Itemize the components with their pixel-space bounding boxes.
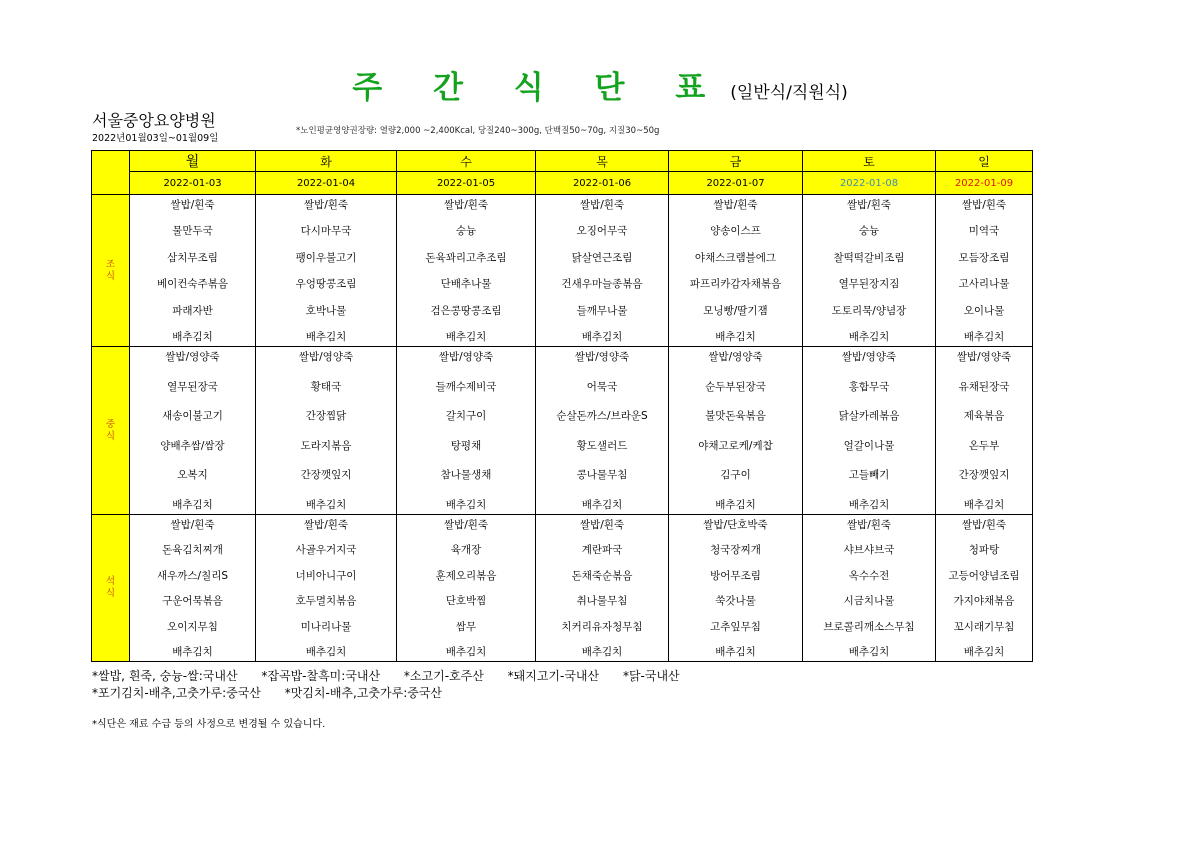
dish-item: 콩나물무침 (576, 469, 628, 482)
dish-item: 홍합무국 (848, 380, 890, 393)
menu-cell (536, 347, 669, 515)
dish-item: 쌀밥/영양죽 (956, 351, 1012, 363)
origin-note: *닭-국내산 (622, 669, 680, 683)
dish-item: 배추김치 (581, 498, 623, 511)
dish-item: 배추김치 (172, 330, 213, 343)
menu-period: 2022년01월03일~01월09일 (92, 133, 219, 144)
day-header-wed: 수 (397, 151, 536, 172)
dish-item: 쌀밥/흰죽 (303, 519, 349, 531)
dish-item: 배추김치 (445, 645, 487, 658)
dish-item: 온두부 (968, 439, 1000, 452)
dish-item: 쌀밥/흰죽 (443, 199, 489, 211)
dish-item: 배추김치 (848, 330, 890, 343)
menu-cell (397, 195, 536, 347)
hospital-name: 서울중앙요양병원 (92, 111, 216, 130)
dish-item: 오이지무침 (167, 620, 218, 633)
dish-item: 쌀밥/흰죽 (846, 199, 892, 211)
date-mon: 2022-01-03 (130, 172, 256, 195)
menu-cell (130, 347, 256, 515)
dish-item: 쑥갓나물 (715, 595, 756, 608)
dish-item: 고사리나물 (958, 278, 1010, 291)
dish-item: 쌀밥/영양죽 (438, 351, 494, 363)
dish-item: 쌀밥/흰죽 (443, 519, 489, 531)
dish-item: 고등어양념조림 (948, 569, 1020, 582)
dish-item: 브로콜리깨소스무침 (823, 620, 915, 633)
dish-item: 배추김치 (305, 498, 347, 511)
dish-item: 취나물무침 (576, 595, 628, 608)
dish-item: 숭늉 (455, 225, 477, 238)
dish-item: 옥수수전 (848, 569, 890, 582)
dish-item: 간장찜닭 (305, 410, 347, 423)
dish-item: 양송이스프 (710, 225, 761, 238)
dish-item: 순두부된장국 (705, 380, 766, 393)
menu-cell (256, 515, 397, 662)
dish-item: 배추김치 (963, 645, 1005, 658)
dish-item: 쌀밥/흰죽 (303, 199, 349, 211)
dish-item: 쌈무 (455, 620, 477, 633)
day-header-fri: 금 (669, 151, 803, 172)
dish-item: 오복지 (177, 469, 208, 482)
dish-item: 가지야채볶음 (953, 595, 1015, 608)
dish-item: 갈치구이 (445, 410, 487, 423)
dish-item: 고추잎무침 (710, 620, 761, 633)
menu-cell (397, 515, 536, 662)
dish-item: 너비아니구이 (295, 569, 357, 582)
dish-item: 새송이불고기 (162, 410, 223, 423)
menu-cell (803, 195, 936, 347)
dish-item: 도라지볶음 (300, 439, 352, 452)
meal-label-breakfast: 조 식 (92, 195, 130, 347)
day-header-tue: 화 (256, 151, 397, 172)
dish-item: 배추김치 (445, 498, 487, 511)
origin-note: *돼지고기-국내산 (507, 669, 600, 683)
menu-cell (130, 515, 256, 662)
menu-cell (256, 195, 397, 347)
dish-item: 쌀밥/영양죽 (708, 351, 763, 363)
origin-note: *맛김치-배추,고춧가루:중국산 (284, 686, 443, 700)
dish-item: 쌀밥/영양죽 (165, 351, 220, 363)
menu-cell (936, 515, 1033, 662)
dish-item: 황도샐러드 (576, 439, 628, 452)
day-header-mon: 월 (130, 151, 256, 172)
dish-item: 시금치나물 (843, 595, 895, 608)
dish-item: 쌀밥/흰죽 (579, 519, 625, 531)
menu-cell (397, 347, 536, 515)
dish-item: 구운어묵볶음 (162, 595, 223, 608)
dish-item: 황태국 (310, 380, 342, 393)
dish-item: 단호박찜 (445, 595, 487, 608)
menu-cell (803, 515, 936, 662)
dish-item: 쌀밥/흰죽 (846, 519, 892, 531)
dish-item: 호두멸치볶음 (295, 595, 357, 608)
origin-note: *포기김치-배추,고춧가루:중국산 (92, 686, 261, 700)
dish-item: 불맛돈육볶음 (705, 410, 766, 423)
dish-item: 배추김치 (848, 645, 890, 658)
dish-item: 배추김치 (581, 645, 623, 658)
meal-label-dinner: 석 식 (92, 515, 130, 662)
dish-item: 닭살연근조림 (571, 251, 633, 264)
date-tue: 2022-01-04 (256, 172, 397, 195)
dish-item: 양배추쌈/쌈장 (160, 439, 225, 452)
dish-item: 오징어무국 (576, 225, 628, 238)
day-header-sat: 토 (803, 151, 936, 172)
dish-item: 청국장찌개 (710, 544, 761, 557)
dish-item: 물만두국 (172, 225, 213, 238)
day-header-thu: 목 (536, 151, 669, 172)
dish-item: 쌀밥/흰죽 (713, 199, 758, 211)
dish-item: 도토리묵/양념장 (831, 304, 907, 317)
dish-item: 얼갈이나물 (843, 439, 895, 452)
dish-item: 돈채죽순볶음 (571, 569, 633, 582)
dish-item: 야채스크램블에그 (694, 251, 777, 264)
dish-item: 배추김치 (305, 330, 347, 343)
meal-row-lunch (92, 347, 1033, 515)
day-header-sun: 일 (936, 151, 1033, 172)
menu-cell (130, 195, 256, 347)
dish-item: 청파탕 (968, 544, 1000, 557)
dish-item: 참나물생채 (440, 469, 492, 482)
origin-note: *잡곡밥-찰흑미:국내산 (261, 669, 381, 683)
dish-item: 꼬시래기무침 (953, 620, 1015, 633)
dish-item: 배추김치 (963, 330, 1005, 343)
dish-item: 배추김치 (848, 498, 890, 511)
dish-item: 오이나물 (963, 304, 1005, 317)
dish-item: 방어무조림 (710, 569, 761, 582)
meal-label-lunch: 중 식 (92, 347, 130, 515)
dish-item: 쌀밥/영양죽 (298, 351, 354, 363)
menu-cell (669, 515, 803, 662)
dish-item: 찰떡떡갈비조림 (833, 251, 905, 264)
dish-item: 배추김치 (963, 498, 1005, 511)
dish-item: 팽이우불고기 (295, 251, 357, 264)
dish-item: 검은콩땅콩조림 (430, 304, 502, 317)
menu-cell (536, 515, 669, 662)
dish-item: 미나리나물 (300, 620, 352, 633)
title-subtitle: (일반식/직원식) (730, 83, 848, 103)
dish-item: 간장깻잎지 (300, 469, 352, 482)
dish-item: 들깨무나물 (576, 304, 628, 317)
dish-item: 쌀밥/흰죽 (579, 199, 625, 211)
dish-item: 배추김치 (581, 330, 623, 343)
dish-item: 제육볶음 (963, 410, 1005, 423)
dish-item: 호박나물 (305, 304, 347, 317)
page-title (0, 62, 1200, 107)
menu-cell (803, 347, 936, 515)
dish-item: 어묵국 (586, 380, 618, 393)
dish-item: 유채된장국 (958, 380, 1010, 393)
dish-item: 단배추나물 (440, 278, 492, 291)
dish-item: 계란파국 (581, 544, 623, 557)
dish-item: 샤브샤브국 (843, 544, 895, 557)
dish-item: 탕평채 (450, 439, 482, 452)
dish-item: 파래자반 (172, 304, 213, 317)
dish-item: 미역국 (968, 225, 1000, 238)
date-sun: 2022-01-09 (936, 172, 1033, 195)
dish-item: 야채고로케/케찹 (698, 439, 773, 452)
dish-item: 우엉땅콩조림 (295, 278, 357, 291)
date-fri: 2022-01-07 (669, 172, 803, 195)
meal-row-breakfast (92, 195, 1033, 347)
dish-item: 새우까스/칠리S (156, 569, 229, 582)
dish-item: 열무된장국 (167, 380, 218, 393)
dish-item: 열무된장지짐 (838, 278, 900, 291)
corner-cell (92, 151, 130, 195)
menu-cell (536, 195, 669, 347)
date-thu: 2022-01-06 (536, 172, 669, 195)
dish-item: 배추김치 (305, 645, 347, 658)
dish-item: 쌀밥/흰죽 (961, 519, 1007, 531)
dish-item: 베이컨숙주볶음 (156, 278, 228, 291)
dish-item: 쌀밥/단호박죽 (703, 519, 768, 531)
menu-cell (936, 195, 1033, 347)
dish-item: 쌀밥/영양죽 (841, 351, 897, 363)
weekly-menu-table (91, 150, 1033, 662)
dish-item: 모닝빵/딸기잼 (703, 304, 768, 317)
dish-item: 배추김치 (715, 498, 756, 511)
dish-item: 치커리유자청무침 (561, 620, 643, 633)
dish-item: 쌀밥/흰죽 (961, 199, 1007, 211)
dish-item: 사골우거지국 (295, 544, 357, 557)
origin-notes-line1 (92, 667, 700, 684)
dish-item: 다시마무국 (300, 225, 352, 238)
dish-item: 돈육꽈리고추조림 (425, 251, 507, 264)
menu-cell (256, 347, 397, 515)
origin-notes-line2 (92, 684, 462, 701)
menu-cell (669, 347, 803, 515)
meal-row-dinner (92, 515, 1033, 662)
dish-item: 들깨수제비국 (435, 380, 497, 393)
date-sat: 2022-01-08 (803, 172, 936, 195)
dish-item: 쌀밥/흰죽 (170, 519, 215, 531)
dish-item: 배추김치 (715, 330, 756, 343)
dish-item: 닭살카레볶음 (838, 410, 900, 423)
dish-item: 삼치무조림 (167, 251, 218, 264)
dish-item: 고들빼기 (848, 469, 890, 482)
dish-item: 쌀밥/흰죽 (170, 199, 215, 211)
change-notice: *식단은 재료 수급 등의 사정으로 변경될 수 있습니다. (92, 719, 326, 730)
dish-item: 쌀밥/영양죽 (574, 351, 630, 363)
dish-item: 배추김치 (715, 645, 756, 658)
dish-item: 간장깻잎지 (958, 469, 1010, 482)
dish-item: 돈육김치찌개 (162, 544, 223, 557)
nutrition-note: *노인평균영양권장량: 열량2,000 ~2,400Kcal, 당질240~300g, 단백질50~70g, 지질30~50g (296, 126, 660, 136)
date-wed: 2022-01-05 (397, 172, 536, 195)
dish-item: 훈제오리볶음 (435, 569, 497, 582)
origin-note: *쌀밥, 흰죽, 숭늉-쌀:국내산 (92, 669, 238, 683)
origin-note: *소고기-호주산 (403, 669, 484, 683)
dish-item: 육개장 (450, 544, 482, 557)
menu-cell (936, 347, 1033, 515)
dish-item: 모듬장조림 (958, 251, 1010, 264)
dish-item: 배추김치 (445, 330, 487, 343)
dish-item: 숭늉 (858, 225, 880, 238)
title-main: 주 간 식 단 표 (352, 70, 726, 106)
dish-item: 배추김치 (172, 645, 213, 658)
dish-item: 김구이 (720, 469, 751, 482)
dish-item: 건새우마늘종볶음 (561, 278, 643, 291)
dish-item: 배추김치 (172, 498, 213, 511)
dish-item: 파프리카감자채볶음 (689, 278, 782, 291)
dish-item: 순살돈까스/브라운S (556, 410, 648, 423)
menu-cell (669, 195, 803, 347)
